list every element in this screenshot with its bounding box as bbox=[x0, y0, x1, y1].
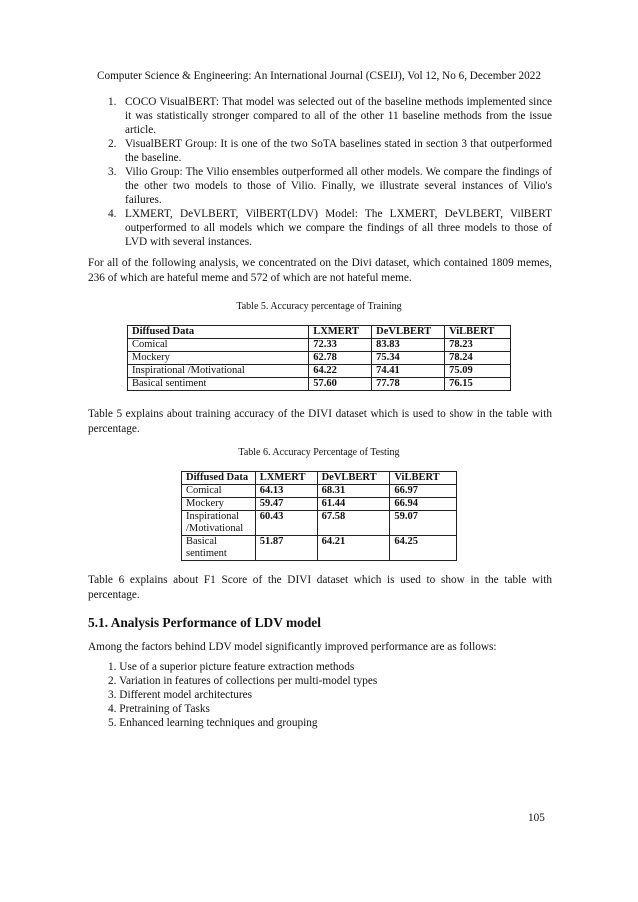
list-number: 2. bbox=[108, 138, 117, 150]
table-header-cell: ViLBERT bbox=[445, 326, 511, 339]
factors-list bbox=[108, 660, 377, 730]
table-cell: 64.13 bbox=[255, 485, 317, 498]
table-cell: Basical sentiment bbox=[128, 378, 309, 391]
list-text: LXMERT, DeVLBERT, VilBERT(LDV) Model: The LXMERT, DeVLBERT, VilBERT outperformed to all models which we compare the findings of all three models to those of LVD with several instances. bbox=[125, 208, 552, 248]
list-item bbox=[108, 95, 552, 137]
list-number: 4. bbox=[108, 208, 117, 220]
factors-intro: Among the factors behind LDV model significantly improved performance are as follows: bbox=[88, 641, 497, 653]
table-cell: Mockery bbox=[128, 352, 309, 365]
dataset-paragraph: For all of the following analysis, we concentrated on the Divi dataset, which contained 1809 memes, 236 of which are hateful meme and 572 of which are not hateful meme. bbox=[88, 257, 552, 284]
table-header-cell: Diffused Data bbox=[182, 472, 256, 485]
table-cell: 66.97 bbox=[390, 485, 457, 498]
table-header-cell: DeVLBERT bbox=[372, 326, 445, 339]
table-cell: 51.87 bbox=[255, 536, 317, 561]
table-cell: Inspirational /Motivational bbox=[182, 511, 256, 536]
list-item: 4. Pretraining of Tasks bbox=[108, 703, 210, 715]
table6-explanation: Table 6 explains about F1 Score of the DIVI dataset which is used to show in the table with percentage. bbox=[88, 574, 552, 601]
table-cell: 62.78 bbox=[309, 352, 372, 365]
table-cell: 78.24 bbox=[445, 352, 511, 365]
table-cell: 64.21 bbox=[317, 536, 390, 561]
table-cell: Mockery bbox=[182, 498, 256, 511]
table5-explanation: Table 5 explains about training accuracy of the DIVI dataset which is used to show in the table with percentage. bbox=[88, 408, 552, 435]
table-cell: 68.31 bbox=[317, 485, 390, 498]
table-cell: 60.43 bbox=[255, 511, 317, 536]
table-row bbox=[182, 536, 457, 561]
table-header-row bbox=[128, 326, 511, 339]
table5-caption: Table 5. Accuracy percentage of Training bbox=[236, 301, 402, 312]
list-item bbox=[108, 137, 552, 165]
section-heading: 5.1. Analysis Performance of LDV model bbox=[88, 615, 321, 630]
table-cell: 59.07 bbox=[390, 511, 457, 536]
table-header-cell: ViLBERT bbox=[390, 472, 457, 485]
table-cell: 59.47 bbox=[255, 498, 317, 511]
baseline-list bbox=[108, 95, 552, 249]
table-header-row bbox=[182, 472, 457, 485]
table-header-cell: Diffused Data bbox=[128, 326, 309, 339]
table-row bbox=[128, 365, 511, 378]
journal-header: Computer Science & Engineering: An International Journal (CSEIJ), Vol 12, No 6, December 2022 bbox=[97, 70, 541, 82]
list-item: 1. Use of a superior picture feature extraction methods bbox=[108, 661, 355, 673]
list-text: Vilio Group: The Vilio ensembles outperformed all other models. We compare the findings of the other two models to those of Vilio. Finally, we illustrate several instances of Vilio's failures. bbox=[125, 166, 552, 206]
table-header-cell: DeVLBERT bbox=[317, 472, 390, 485]
list-item bbox=[108, 207, 552, 249]
table-row bbox=[182, 511, 457, 536]
table-cell: 72.33 bbox=[309, 339, 372, 352]
table6-caption: Table 6. Accuracy Percentage of Testing bbox=[238, 447, 400, 458]
list-number: 1. bbox=[108, 96, 117, 108]
table-cell: 83.83 bbox=[372, 339, 445, 352]
table-header-cell: LXMERT bbox=[255, 472, 317, 485]
table-cell: 78.23 bbox=[445, 339, 511, 352]
table-cell: 64.22 bbox=[309, 365, 372, 378]
list-item: 2. Variation in features of collections per multi-model types bbox=[108, 675, 378, 687]
list-item bbox=[108, 165, 552, 207]
table-cell: 77.78 bbox=[372, 378, 445, 391]
table-cell: 76.15 bbox=[445, 378, 511, 391]
table-row bbox=[128, 339, 511, 352]
table-row bbox=[182, 498, 457, 511]
table-cell: Basical sentiment bbox=[182, 536, 256, 561]
table-cell: 57.60 bbox=[309, 378, 372, 391]
list-item: 3. Different model architectures bbox=[108, 689, 253, 701]
table5-training-accuracy bbox=[127, 325, 511, 391]
table-cell: 75.34 bbox=[372, 352, 445, 365]
table-cell: Comical bbox=[182, 485, 256, 498]
list-number: 3. bbox=[108, 166, 117, 178]
table-cell: Comical bbox=[128, 339, 309, 352]
list-text: VisualBERT Group: It is one of the two SoTA baselines stated in section 3 that outperformed the baseline. bbox=[125, 138, 552, 164]
table-row bbox=[128, 352, 511, 365]
table-row bbox=[128, 378, 511, 391]
table-cell: 61.44 bbox=[317, 498, 390, 511]
table6-testing-accuracy bbox=[181, 471, 457, 561]
list-item: 5. Enhanced learning techniques and grouping bbox=[108, 717, 318, 729]
table-cell: 67.58 bbox=[317, 511, 390, 536]
table-cell: Inspirational /Motivational bbox=[128, 365, 309, 378]
list-text: COCO VisualBERT: That model was selected out of the baseline methods implemented since it was statistically stronger compared to all of the other 11 baseline methods from the issue article. bbox=[125, 96, 552, 136]
table-row bbox=[182, 485, 457, 498]
table-cell: 74.41 bbox=[372, 365, 445, 378]
table-cell: 66.94 bbox=[390, 498, 457, 511]
table-cell: 75.09 bbox=[445, 365, 511, 378]
table-header-cell: LXMERT bbox=[309, 326, 372, 339]
table-cell: 64.25 bbox=[390, 536, 457, 561]
page-number: 105 bbox=[528, 812, 545, 824]
